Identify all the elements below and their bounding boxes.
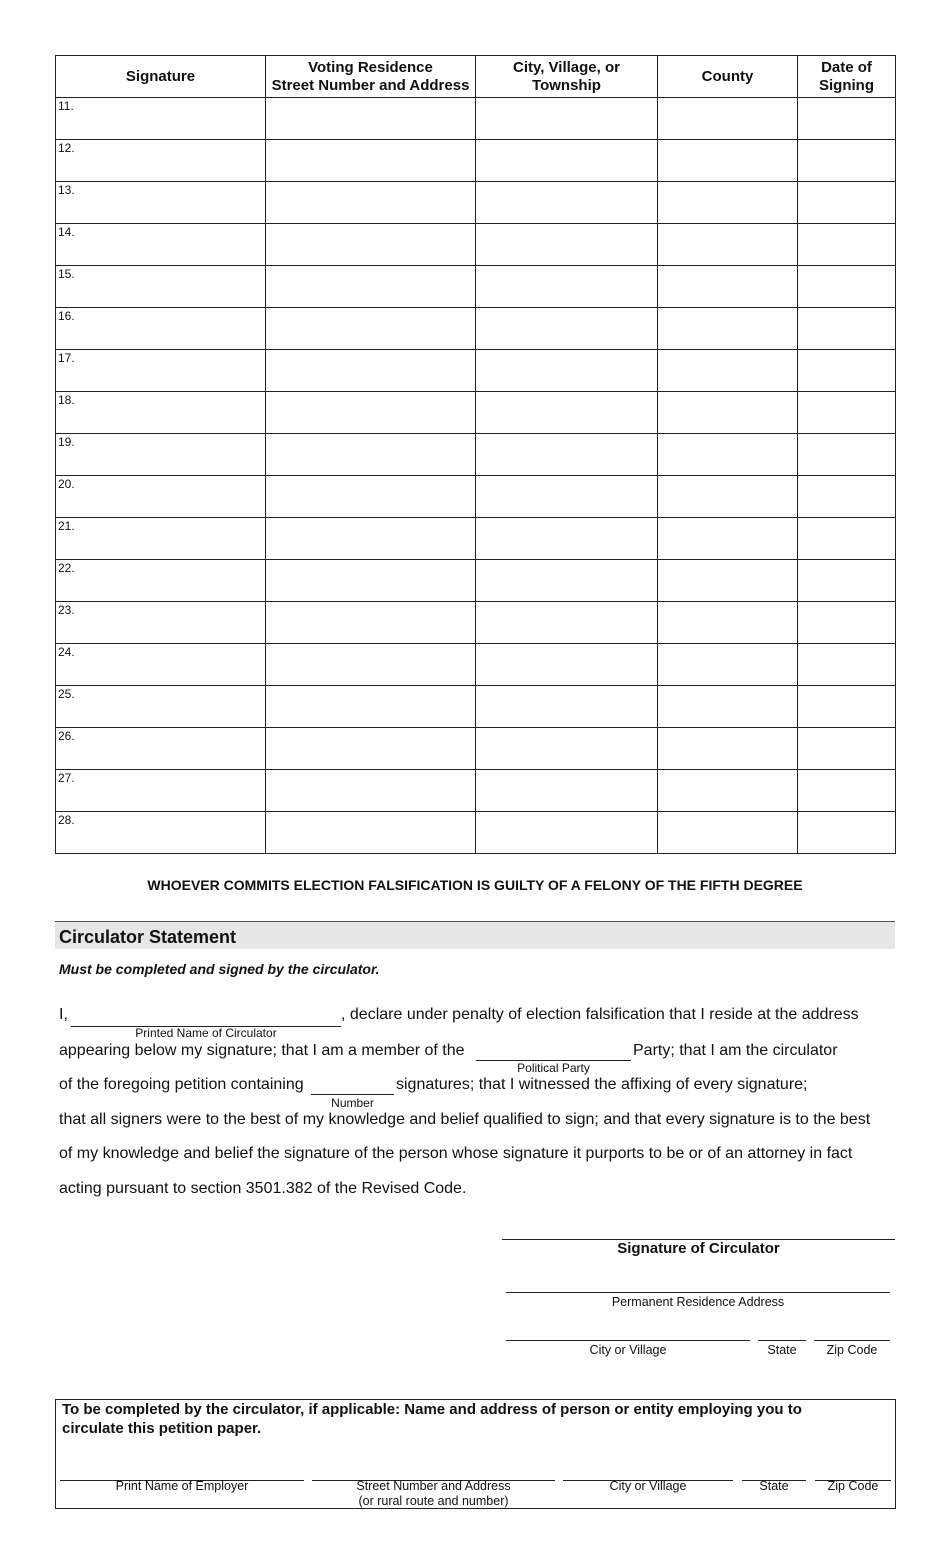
county-cell[interactable] [658, 602, 798, 644]
row-number: 14. [58, 225, 75, 239]
signature-table [55, 55, 896, 854]
county-cell[interactable] [658, 266, 798, 308]
signature-cell[interactable] [56, 560, 266, 602]
signature-count-label: Number [331, 1096, 374, 1110]
table-row [56, 308, 896, 350]
statement-line-4: that all signers were to the best of my knowledge and belief qualified to sign; and that every signature is to the best [59, 1111, 871, 1128]
signature-cell[interactable] [56, 812, 266, 854]
signature-cell[interactable] [56, 476, 266, 518]
table-row [56, 350, 896, 392]
row-number: 12. [58, 141, 75, 155]
city-village-township-cell[interactable] [476, 392, 658, 434]
employer-street-sublabel: (or rural route and number) [358, 1494, 509, 1508]
zip-code-label: Zip Code [826, 1343, 878, 1357]
street-address-cell[interactable] [266, 350, 476, 392]
row-number: 22. [58, 561, 75, 575]
county-cell[interactable] [658, 392, 798, 434]
signature-cell[interactable] [56, 728, 266, 770]
street-address-cell[interactable] [266, 434, 476, 476]
table-row [56, 266, 896, 308]
table-row [56, 224, 896, 266]
street-address-cell[interactable] [266, 98, 476, 140]
city-village-township-cell[interactable] [476, 98, 658, 140]
signature-cell[interactable] [56, 434, 266, 476]
county-cell[interactable] [658, 350, 798, 392]
signature-cell[interactable] [56, 224, 266, 266]
city-village-township-cell[interactable] [476, 224, 658, 266]
street-address-cell[interactable] [266, 560, 476, 602]
circulator-signature-label: Signature of Circulator [617, 1240, 780, 1257]
row-number: 27. [58, 771, 75, 785]
county-cell[interactable] [658, 644, 798, 686]
city-village-township-cell[interactable] [476, 602, 658, 644]
city-village-township-cell[interactable] [476, 308, 658, 350]
zip-code-field[interactable] [814, 1340, 890, 1341]
city-village-township-cell[interactable] [476, 182, 658, 224]
date-of-signing-cell[interactable] [798, 686, 896, 728]
date-of-signing-cell[interactable] [798, 308, 896, 350]
state-field[interactable] [758, 1340, 806, 1341]
header-voting-residence: Voting Residence Street Number and Address [266, 56, 476, 98]
city-village-township-cell[interactable] [476, 350, 658, 392]
row-number: 24. [58, 645, 75, 659]
row-number: 25. [58, 687, 75, 701]
state-label: State [767, 1343, 797, 1357]
street-address-cell[interactable] [266, 392, 476, 434]
signature-cell[interactable] [56, 602, 266, 644]
table-row [56, 476, 896, 518]
employer-street-label: Street Number and Address [356, 1479, 511, 1493]
statement-line-6: acting pursuant to section 3501.382 of the Revised Code. [59, 1180, 467, 1197]
table-row [56, 560, 896, 602]
date-of-signing-cell[interactable] [798, 644, 896, 686]
residence-address-field[interactable] [506, 1292, 890, 1293]
felony-warning: WHOEVER COMMITS ELECTION FALSIFICATION IS GUILTY OF A FELONY OF THE FIFTH DEGREE [147, 877, 803, 893]
street-address-cell[interactable] [266, 224, 476, 266]
street-address-cell[interactable] [266, 182, 476, 224]
date-of-signing-cell[interactable] [798, 518, 896, 560]
employer-city-label: City or Village [609, 1479, 687, 1493]
street-address-cell[interactable] [266, 770, 476, 812]
street-address-cell[interactable] [266, 728, 476, 770]
date-of-signing-cell[interactable] [798, 476, 896, 518]
signature-cell[interactable] [56, 518, 266, 560]
county-cell[interactable] [658, 308, 798, 350]
table-row [56, 644, 896, 686]
row-number: 28. [58, 813, 75, 827]
street-address-cell[interactable] [266, 644, 476, 686]
street-address-cell[interactable] [266, 812, 476, 854]
street-address-cell[interactable] [266, 686, 476, 728]
date-of-signing-cell[interactable] [798, 98, 896, 140]
table-row [56, 728, 896, 770]
county-cell[interactable] [658, 476, 798, 518]
date-of-signing-cell[interactable] [798, 350, 896, 392]
city-village-township-cell[interactable] [476, 770, 658, 812]
county-cell[interactable] [658, 98, 798, 140]
city-village-label: City or Village [589, 1343, 667, 1357]
row-number: 26. [58, 729, 75, 743]
row-number: 19. [58, 435, 75, 449]
city-village-township-cell[interactable] [476, 728, 658, 770]
date-of-signing-cell[interactable] [798, 266, 896, 308]
printed-name-field[interactable] [71, 1007, 341, 1027]
table-row [56, 392, 896, 434]
city-village-township-cell[interactable] [476, 812, 658, 854]
employer-section [55, 1399, 896, 1509]
date-of-signing-cell[interactable] [798, 560, 896, 602]
city-village-township-cell[interactable] [476, 140, 658, 182]
signature-cell[interactable] [56, 350, 266, 392]
table-row [56, 140, 896, 182]
city-village-township-cell[interactable] [476, 686, 658, 728]
header-date-of-signing: Date of Signing [798, 56, 896, 98]
signature-cell[interactable] [56, 686, 266, 728]
table-row [56, 770, 896, 812]
header-signature: Signature [56, 56, 266, 98]
row-number: 21. [58, 519, 75, 533]
statement-line-1-end: , declare under penalty of election falsification that I reside at the address [341, 1006, 859, 1023]
employer-instructions: To be completed by the circulator, if applicable: Name and address of person or entity employing you to circulate this petition paper. [62, 1401, 802, 1437]
signature-cell[interactable] [56, 182, 266, 224]
county-cell[interactable] [658, 140, 798, 182]
signature-cell[interactable] [56, 98, 266, 140]
statement-line-1-start: I, [59, 1006, 68, 1023]
street-address-cell[interactable] [266, 308, 476, 350]
row-number: 23. [58, 603, 75, 617]
city-village-township-cell[interactable] [476, 560, 658, 602]
row-number: 16. [58, 309, 75, 323]
date-of-signing-cell[interactable] [798, 434, 896, 476]
row-number: 18. [58, 393, 75, 407]
row-number: 17. [58, 351, 75, 365]
county-cell[interactable] [658, 518, 798, 560]
statement-line-3-start: of the foregoing petition containing [59, 1076, 304, 1093]
street-address-cell[interactable] [266, 602, 476, 644]
table-row [56, 518, 896, 560]
header-city-village-township: City, Village, or Township [476, 56, 658, 98]
date-of-signing-cell[interactable] [798, 728, 896, 770]
county-cell[interactable] [658, 728, 798, 770]
city-village-township-cell[interactable] [476, 518, 658, 560]
signature-cell[interactable] [56, 266, 266, 308]
residence-address-label: Permanent Residence Address [611, 1295, 785, 1309]
statement-line-5: of my knowledge and belief the signature of the person whose signature it purports to be or of an attorney in fact [59, 1145, 853, 1162]
signature-cell[interactable] [56, 392, 266, 434]
row-number: 20. [58, 477, 75, 491]
statement-line-3-end: signatures; that I witnessed the affixing of every signature; [396, 1076, 808, 1093]
date-of-signing-cell[interactable] [798, 140, 896, 182]
signature-cell[interactable] [56, 308, 266, 350]
city-village-township-cell[interactable] [476, 644, 658, 686]
table-header-row [56, 56, 896, 98]
city-village-township-cell[interactable] [476, 266, 658, 308]
city-village-township-cell[interactable] [476, 434, 658, 476]
signature-cell[interactable] [56, 644, 266, 686]
signature-count-field[interactable] [311, 1077, 394, 1095]
table-row [56, 812, 896, 854]
street-address-cell[interactable] [266, 140, 476, 182]
county-cell[interactable] [658, 560, 798, 602]
header-county: County [658, 56, 798, 98]
county-cell[interactable] [658, 434, 798, 476]
signature-cell[interactable] [56, 140, 266, 182]
city-village-field[interactable] [506, 1340, 750, 1341]
street-address-cell[interactable] [266, 476, 476, 518]
table-body [56, 98, 896, 854]
printed-name-label: Printed Name of Circulator [135, 1026, 277, 1040]
table-row [56, 434, 896, 476]
table-row [56, 686, 896, 728]
statement-line-2-start: appearing below my signature; that I am a member of the [59, 1042, 465, 1059]
date-of-signing-cell[interactable] [798, 770, 896, 812]
political-party-label: Political Party [517, 1061, 590, 1075]
employer-state-label: State [759, 1479, 789, 1493]
political-party-field[interactable] [476, 1043, 631, 1061]
county-cell[interactable] [658, 812, 798, 854]
circulator-statement-title: Circulator Statement [55, 921, 895, 949]
date-of-signing-cell[interactable] [798, 182, 896, 224]
signature-cell[interactable] [56, 770, 266, 812]
table-row [56, 98, 896, 140]
row-number: 13. [58, 183, 75, 197]
street-address-cell[interactable] [266, 518, 476, 560]
table-row [56, 182, 896, 224]
date-of-signing-cell[interactable] [798, 392, 896, 434]
county-cell[interactable] [658, 770, 798, 812]
date-of-signing-cell[interactable] [798, 602, 896, 644]
county-cell[interactable] [658, 182, 798, 224]
statement-line-2-end: Party; that I am the circulator [633, 1042, 838, 1059]
street-address-cell[interactable] [266, 266, 476, 308]
employer-name-label: Print Name of Employer [115, 1479, 249, 1493]
date-of-signing-cell[interactable] [798, 224, 896, 266]
date-of-signing-cell[interactable] [798, 812, 896, 854]
city-village-township-cell[interactable] [476, 476, 658, 518]
employer-zip-label: Zip Code [827, 1479, 879, 1493]
table-row [56, 602, 896, 644]
county-cell[interactable] [658, 686, 798, 728]
row-number: 11. [58, 99, 74, 113]
county-cell[interactable] [658, 224, 798, 266]
circulator-statement-subtitle: Must be completed and signed by the circulator. [59, 961, 380, 977]
row-number: 15. [58, 267, 75, 281]
